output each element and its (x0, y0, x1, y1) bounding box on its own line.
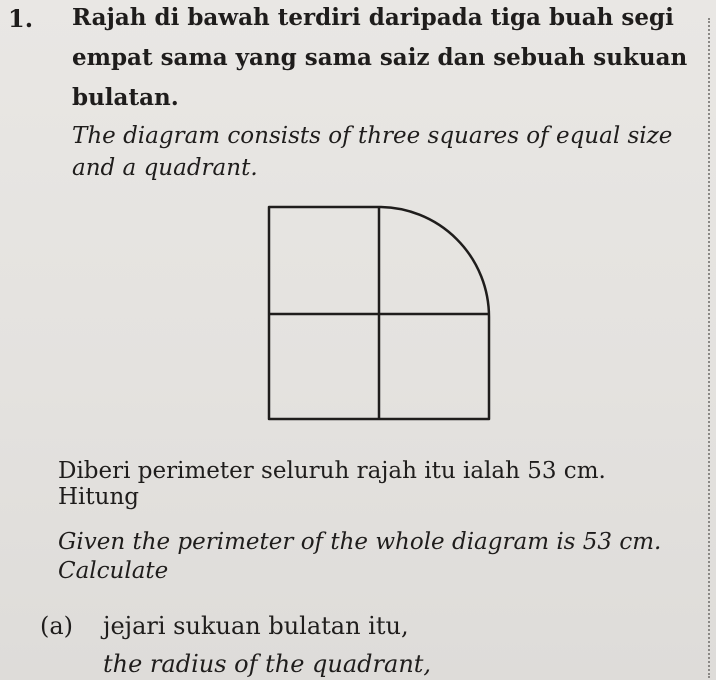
malay-task-text: Hitung (58, 484, 140, 510)
part-a-english-text: the radius of the quadrant, (103, 650, 432, 678)
malay-intro-line-2: empat sama yang sama saiz dan sebuah sukuan (72, 44, 688, 71)
malay-given-text: Diberi perimeter seluruh rajah itu ialah 53 cm. (58, 458, 606, 484)
malay-intro-line-1: Rajah di bawah terdiri daripada tiga buah segi (72, 4, 674, 31)
english-intro-line-1: The diagram consists of three squares of equal size (72, 123, 673, 149)
diagram-squares-and-quadrant (260, 198, 500, 430)
malay-intro-line-3: bulatan. (72, 84, 179, 111)
question-number: 1. (8, 4, 34, 33)
english-given-text: Given the perimeter of the whole diagram is 53 cm. (58, 529, 662, 555)
english-intro-line-2: and a quadrant. (72, 155, 258, 181)
page-edge-perforation (706, 18, 710, 678)
english-task-text: Calculate (58, 558, 169, 584)
part-a-label: (a) (40, 612, 74, 640)
part-a-malay-text: jejari sukuan bulatan itu, (103, 612, 409, 640)
